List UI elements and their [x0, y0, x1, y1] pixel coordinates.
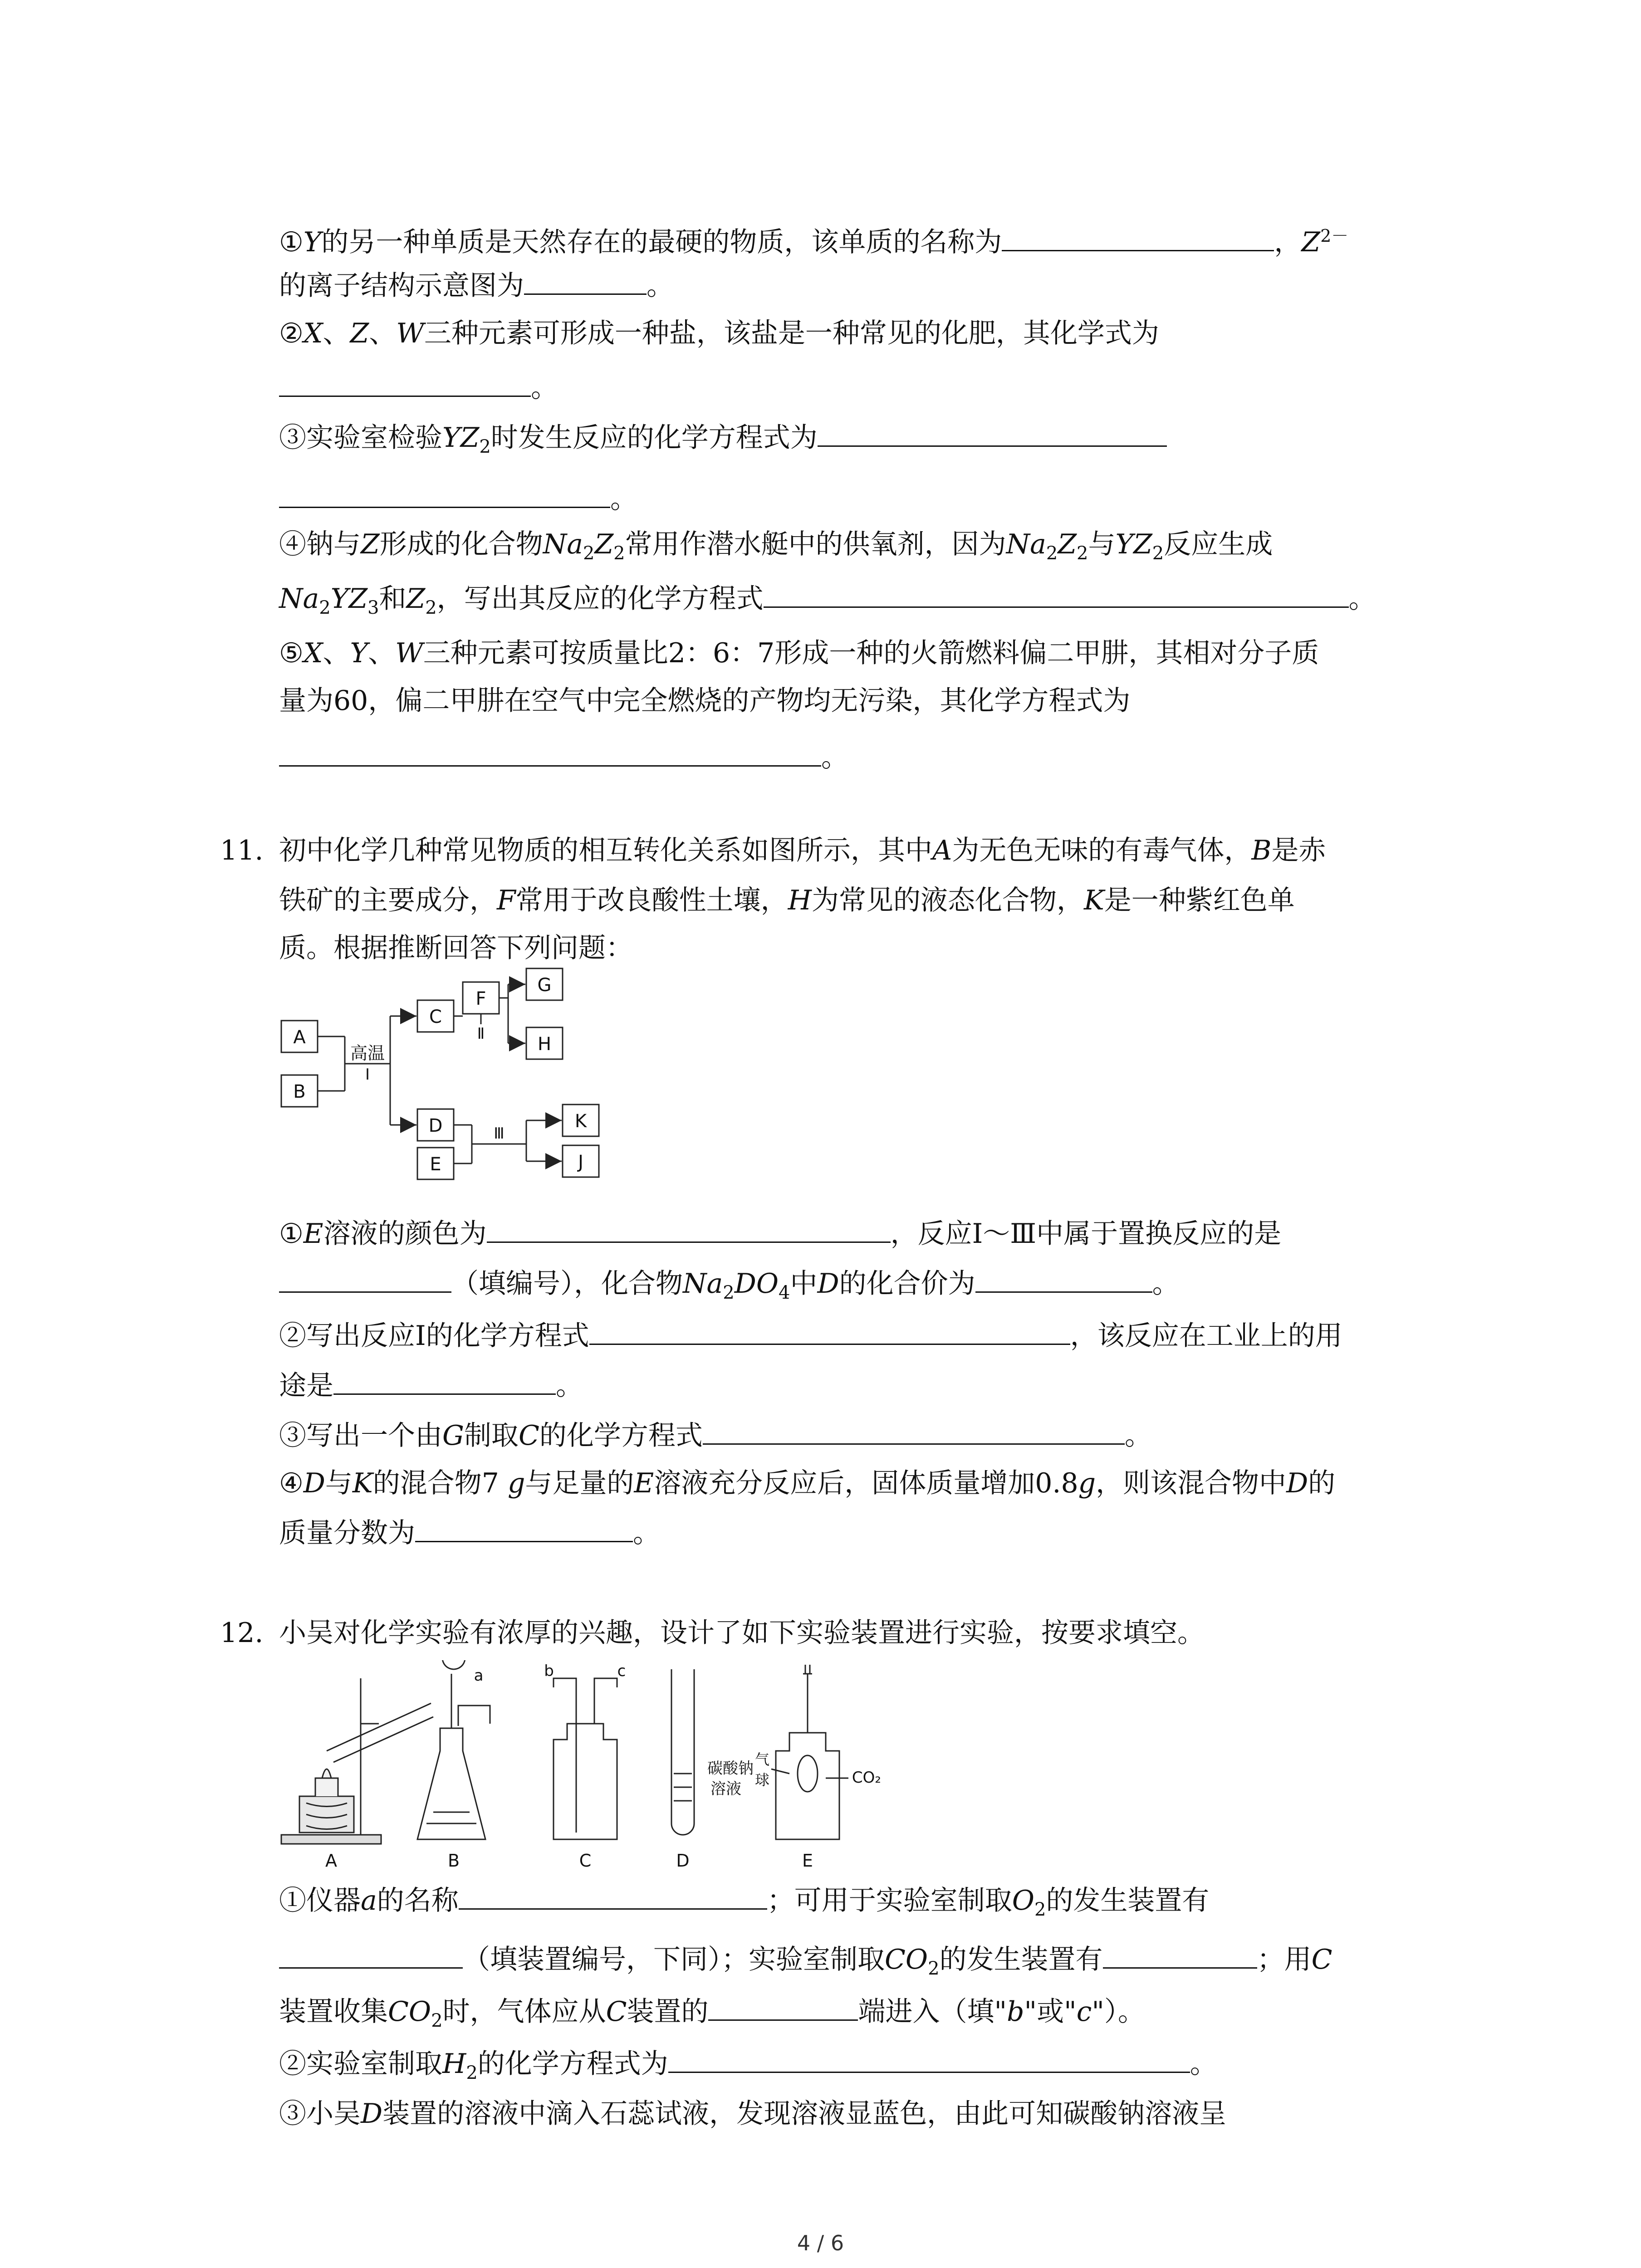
- answer-blank[interactable]: [279, 372, 531, 397]
- text-line: ③实验室检验$YZ_2$时发生反应的化学方程式为: [279, 420, 1167, 465]
- answer-blank[interactable]: [487, 1218, 891, 1243]
- box-label: D: [428, 1115, 443, 1136]
- text-line: 铁矿的主要成分，F常用于改良酸性土壤，H为常见的液态化合物，K是一种紫红色单: [279, 885, 1295, 916]
- answer-blank[interactable]: [1002, 226, 1274, 251]
- box-label: C: [429, 1007, 442, 1027]
- answer-blank[interactable]: [279, 1268, 451, 1293]
- lab-apparatus-figure: [272, 1660, 916, 1873]
- reaction-label: Ⅱ: [477, 1025, 485, 1043]
- apparatus-label: C: [579, 1851, 592, 1871]
- text-line: 小吴对化学实验有浓厚的兴趣，设计了如下实验装置进行实验，按要求填空。: [279, 1617, 1205, 1649]
- reaction-label: Ⅲ: [494, 1124, 505, 1143]
- answer-blank[interactable]: [459, 1885, 767, 1910]
- answer-blank[interactable]: [668, 2048, 1190, 2073]
- apparatus-label: E: [802, 1851, 813, 1871]
- answer-blank[interactable]: [764, 583, 1349, 608]
- text-line: 。: [279, 481, 637, 517]
- text-line: ④钠与Z形成的化合物$Na_2Z_2$常用作潜水艇中的供氧剂，因为$Na_2Z_2$与$YZ_2$反应生成: [279, 528, 1273, 564]
- answer-blank[interactable]: [279, 483, 610, 508]
- text-line: ②X、Z、W三种元素可形成一种盐，该盐是一种常见的化肥，其化学式为: [279, 318, 1159, 349]
- apparatus-label: A: [325, 1851, 337, 1871]
- text-line: 量为60，偏二甲肼在空气中完全燃烧的产物均无污染，其化学方程式为: [279, 685, 1131, 717]
- answer-blank[interactable]: [279, 1944, 463, 1969]
- question-number: 12.: [220, 1617, 264, 1649]
- text-line: ③小吴D装置的溶液中滴入石蕊试液，发现溶液显蓝色，由此可知碳酸钠溶液呈: [279, 2098, 1227, 2130]
- solution-label: 溶液: [710, 1780, 741, 1798]
- answer-blank[interactable]: [703, 1420, 1125, 1445]
- text-line: ②实验室制取$H_2$的化学方程式为 。: [279, 2048, 1217, 2083]
- box-label: E: [430, 1154, 441, 1175]
- text-line: 装置收集$CO_2$时，气体应从C装置的 端进入（填"b"或"c"）。: [279, 1996, 1145, 2031]
- text-line: ①仪器a的名称 ；可用于实验室制取$O_2$的发生装置有: [279, 1885, 1210, 1920]
- text-line: ④D与K的混合物7 g与足量的E溶液充分反应后，固体质量增加0.8g，则该混合物中D的: [279, 1467, 1336, 1499]
- text-line: 质。根据推断回答下列问题：: [279, 932, 633, 964]
- box-label: K: [574, 1111, 587, 1132]
- text-line: ①Y的另一种单质是天然存在的最硬的物质，该单质的名称为 ，$Z^{2-}$: [279, 226, 1349, 258]
- answer-blank[interactable]: [818, 422, 1167, 447]
- text-line: 的离子结构示意图为 。: [279, 270, 674, 302]
- box-label: F: [475, 988, 486, 1009]
- text-line: $Na_2YZ_3$和$Z_2$，写出其反应的化学方程式 。: [279, 583, 1376, 618]
- condition-label: 高温: [350, 1043, 385, 1063]
- text-line: 。: [279, 739, 848, 776]
- answer-blank[interactable]: [333, 1370, 556, 1395]
- text-line: 。: [279, 370, 558, 406]
- apparatus-label: B: [447, 1851, 460, 1871]
- balloon-label: 球: [754, 1771, 770, 1789]
- answer-blank[interactable]: [708, 1996, 858, 2021]
- box-label: B: [293, 1081, 306, 1102]
- answer-blank[interactable]: [975, 1268, 1152, 1293]
- page-number: 4 / 6: [797, 2231, 844, 2255]
- balloon-label: 气: [754, 1751, 770, 1768]
- solution-label: 碳酸钠: [707, 1760, 754, 1778]
- box-label: G: [537, 975, 552, 996]
- question-number: 11.: [220, 835, 264, 866]
- port-b-label: b: [544, 1662, 554, 1680]
- answer-blank[interactable]: [415, 1517, 633, 1542]
- text-line: ⑤X、Y、W三种元素可按质量比2：6：7形成一种的火箭燃料偏二甲肼，其相对分子质: [279, 637, 1319, 669]
- text-line: （填编号），化合物$Na_2DO_4$中D的化合价为 。: [279, 1266, 1180, 1311]
- answer-blank[interactable]: [524, 270, 647, 295]
- answer-blank[interactable]: [589, 1320, 1070, 1345]
- text-line: ①E溶液的颜色为 ，反应Ⅰ～Ⅲ中属于置换反应的是: [279, 1218, 1282, 1250]
- text-line: 质量分数为 。: [279, 1517, 660, 1549]
- port-c-label: c: [617, 1662, 626, 1680]
- reaction-flow-diagram: [272, 966, 617, 1202]
- box-label: H: [537, 1034, 552, 1055]
- box-label: J: [578, 1152, 583, 1173]
- box-label: A: [293, 1027, 306, 1048]
- text-line: （填装置编号，下同）；实验室制取$CO_2$的发生装置有 ；用C: [279, 1941, 1332, 1987]
- answer-blank[interactable]: [279, 742, 821, 767]
- answer-blank[interactable]: [1103, 1944, 1257, 1969]
- text-line: 初中化学几种常见物质的相互转化关系如图所示，其中A为无色无味的有毒气体，B是赤: [279, 835, 1326, 866]
- apparatus-label: D: [676, 1851, 690, 1871]
- instrument-a-label: a: [474, 1667, 484, 1685]
- co2-label: CO₂: [852, 1769, 882, 1787]
- reaction-label: Ⅰ: [365, 1066, 370, 1084]
- text-line: ②写出反应Ⅰ的化学方程式 ，该反应在工业上的用: [279, 1320, 1342, 1352]
- text-line: ③写出一个由G制取C的化学方程式 。: [279, 1420, 1152, 1452]
- text-line: 途是 。: [279, 1370, 583, 1402]
